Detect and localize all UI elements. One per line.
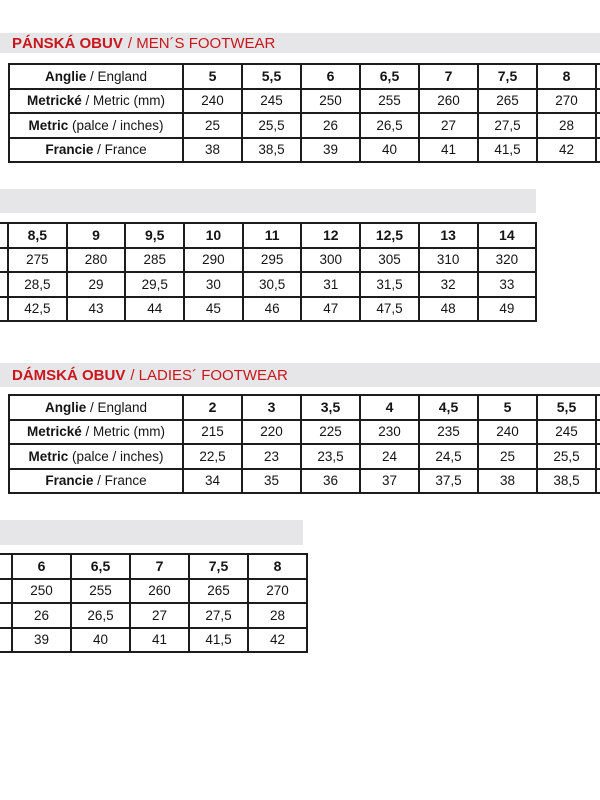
size-value-cell: 25,5 bbox=[537, 444, 596, 469]
row-label-england bbox=[9, 64, 183, 89]
table-row bbox=[0, 603, 307, 628]
size-value-cell: 32 bbox=[419, 272, 478, 297]
size-value-cell: 215 bbox=[183, 420, 242, 445]
table-row bbox=[9, 138, 600, 163]
size-value-cell: 37,5 bbox=[419, 469, 478, 494]
size-value-cell: 42 bbox=[537, 138, 596, 163]
size-value-cell: 47,5 bbox=[360, 297, 419, 322]
table-row bbox=[9, 395, 600, 420]
size-value-cell: 38 bbox=[183, 138, 242, 163]
cut-off-column-cell bbox=[596, 469, 600, 494]
size-value-cell: 240 bbox=[478, 420, 537, 445]
size-col-header: 6 bbox=[301, 64, 360, 89]
size-value-cell: 23 bbox=[242, 444, 301, 469]
table-row bbox=[0, 248, 536, 273]
size-value-cell: 320 bbox=[478, 248, 537, 273]
size-value-cell: 44 bbox=[125, 297, 184, 322]
size-col-header: 7 bbox=[130, 554, 189, 579]
size-value-cell: 255 bbox=[360, 89, 419, 114]
cut-off-column-cell bbox=[0, 554, 12, 579]
size-value-cell: 47 bbox=[301, 297, 360, 322]
size-value-cell: 26,5 bbox=[71, 603, 130, 628]
size-value-cell: 40 bbox=[360, 138, 419, 163]
size-col-header: 10 bbox=[184, 223, 243, 248]
size-value-cell: 35 bbox=[242, 469, 301, 494]
row-label-bold: Metric bbox=[28, 117, 69, 133]
size-value-cell: 43 bbox=[67, 297, 126, 322]
cut-off-column-cell bbox=[596, 138, 600, 163]
row-label-rest: / England bbox=[86, 399, 148, 415]
size-col-header: 7,5 bbox=[189, 554, 248, 579]
cut-off-column-cell bbox=[596, 64, 600, 89]
size-value-cell: 39 bbox=[301, 138, 360, 163]
row-label-rest: (palce / inches) bbox=[68, 117, 164, 133]
table-row bbox=[0, 297, 536, 322]
size-value-cell: 41 bbox=[130, 628, 189, 653]
size-col-header: 4,5 bbox=[419, 395, 478, 420]
cut-off-column-cell bbox=[596, 113, 600, 138]
size-value-cell: 38,5 bbox=[242, 138, 301, 163]
size-value-cell: 24,5 bbox=[419, 444, 478, 469]
size-value-cell: 245 bbox=[242, 89, 301, 114]
size-value-cell: 220 bbox=[242, 420, 301, 445]
size-value-cell: 38 bbox=[478, 469, 537, 494]
cut-off-column-cell bbox=[0, 603, 12, 628]
size-col-header: 9,5 bbox=[125, 223, 184, 248]
cut-off-column-cell bbox=[596, 395, 600, 420]
table-row bbox=[9, 469, 600, 494]
size-value-cell: 48 bbox=[419, 297, 478, 322]
size-value-cell: 25 bbox=[478, 444, 537, 469]
row-label-france bbox=[9, 138, 183, 163]
cut-off-column-cell bbox=[596, 89, 600, 114]
mens-size-table-2 bbox=[0, 222, 537, 322]
cut-off-column-cell bbox=[0, 297, 8, 322]
table-row bbox=[0, 579, 307, 604]
size-value-cell: 29 bbox=[67, 272, 126, 297]
row-label-metric-mm bbox=[9, 89, 183, 114]
size-col-header: 5 bbox=[183, 64, 242, 89]
row-label-rest: (palce / inches) bbox=[68, 448, 164, 464]
size-value-cell: 27 bbox=[130, 603, 189, 628]
size-col-header: 12,5 bbox=[360, 223, 419, 248]
row-label-rest: / England bbox=[86, 68, 148, 84]
table-row bbox=[0, 223, 536, 248]
size-col-header: 3,5 bbox=[301, 395, 360, 420]
size-value-cell: 270 bbox=[248, 579, 307, 604]
size-value-cell: 26,5 bbox=[360, 113, 419, 138]
size-value-cell: 24 bbox=[360, 444, 419, 469]
size-value-cell: 49 bbox=[478, 297, 537, 322]
size-col-header: 2 bbox=[183, 395, 242, 420]
size-col-header: 5,5 bbox=[242, 64, 301, 89]
table-row bbox=[0, 554, 307, 579]
row-label-france bbox=[9, 469, 183, 494]
size-value-cell: 285 bbox=[125, 248, 184, 273]
size-col-header: 8 bbox=[537, 64, 596, 89]
size-col-header: 6 bbox=[12, 554, 71, 579]
cut-off-column-cell bbox=[0, 579, 12, 604]
cut-off-column-cell bbox=[596, 420, 600, 445]
cut-off-column-cell bbox=[596, 444, 600, 469]
size-col-header: 7,5 bbox=[478, 64, 537, 89]
size-value-cell: 42,5 bbox=[8, 297, 67, 322]
row-label-rest: / Metric (mm) bbox=[81, 93, 166, 109]
size-col-header: 12 bbox=[301, 223, 360, 248]
size-col-header: 5,5 bbox=[537, 395, 596, 420]
size-value-cell: 27 bbox=[419, 113, 478, 138]
mens-size-table-2-wrapper bbox=[0, 222, 537, 334]
mens-section-header-band bbox=[0, 33, 600, 53]
ladies-size-table-1-wrapper bbox=[8, 394, 600, 506]
row-label-inches bbox=[9, 113, 183, 138]
table-row bbox=[9, 89, 600, 114]
size-value-cell: 295 bbox=[243, 248, 302, 273]
size-value-cell: 41 bbox=[419, 138, 478, 163]
size-value-cell: 29,5 bbox=[125, 272, 184, 297]
size-col-header: 3 bbox=[242, 395, 301, 420]
size-value-cell: 27,5 bbox=[478, 113, 537, 138]
size-value-cell: 25 bbox=[183, 113, 242, 138]
size-value-cell: 275 bbox=[8, 248, 67, 273]
size-value-cell: 31 bbox=[301, 272, 360, 297]
row-label-metric-mm bbox=[9, 420, 183, 445]
size-value-cell: 240 bbox=[183, 89, 242, 114]
size-col-header: 9 bbox=[67, 223, 126, 248]
mens-size-table-1-wrapper bbox=[8, 63, 600, 175]
size-value-cell: 38,5 bbox=[537, 469, 596, 494]
size-value-cell: 31,5 bbox=[360, 272, 419, 297]
size-value-cell: 41,5 bbox=[478, 138, 537, 163]
cut-off-column-cell bbox=[0, 223, 8, 248]
row-label-inches bbox=[9, 444, 183, 469]
size-value-cell: 28 bbox=[537, 113, 596, 138]
size-col-header: 8 bbox=[248, 554, 307, 579]
row-label-bold: Anglie bbox=[44, 399, 87, 415]
row-label-bold: Metric bbox=[28, 448, 69, 464]
size-col-header: 4 bbox=[360, 395, 419, 420]
row-label-bold: Metrické bbox=[26, 93, 82, 109]
size-value-cell: 265 bbox=[189, 579, 248, 604]
size-value-cell: 45 bbox=[184, 297, 243, 322]
row-label-bold: Anglie bbox=[44, 68, 87, 84]
row-label-england bbox=[9, 395, 183, 420]
size-value-cell: 26 bbox=[12, 603, 71, 628]
size-value-cell: 225 bbox=[301, 420, 360, 445]
size-value-cell: 30,5 bbox=[243, 272, 302, 297]
size-col-header: 7 bbox=[419, 64, 478, 89]
size-col-header: 8,5 bbox=[8, 223, 67, 248]
size-value-cell: 305 bbox=[360, 248, 419, 273]
size-value-cell: 40 bbox=[71, 628, 130, 653]
ladies-title-english: / LADIES´ FOOTWEAR bbox=[130, 366, 288, 384]
size-value-cell: 280 bbox=[67, 248, 126, 273]
size-value-cell: 27,5 bbox=[189, 603, 248, 628]
size-value-cell: 34 bbox=[183, 469, 242, 494]
row-label-rest: / Metric (mm) bbox=[81, 424, 166, 440]
table-row bbox=[9, 64, 600, 89]
size-value-cell: 260 bbox=[419, 89, 478, 114]
size-value-cell: 25,5 bbox=[242, 113, 301, 138]
size-value-cell: 41,5 bbox=[189, 628, 248, 653]
size-value-cell: 23,5 bbox=[301, 444, 360, 469]
row-label-bold: Francie bbox=[45, 142, 94, 158]
size-value-cell: 260 bbox=[130, 579, 189, 604]
ladies-size-table-2-wrapper bbox=[0, 553, 308, 665]
size-value-cell: 37 bbox=[360, 469, 419, 494]
size-value-cell: 265 bbox=[478, 89, 537, 114]
ladies-section-header-band bbox=[0, 363, 600, 387]
size-col-header: 14 bbox=[478, 223, 537, 248]
size-value-cell: 245 bbox=[537, 420, 596, 445]
table-row bbox=[0, 272, 536, 297]
size-col-header: 5 bbox=[478, 395, 537, 420]
size-value-cell: 46 bbox=[243, 297, 302, 322]
mens-continuation-band bbox=[0, 189, 536, 213]
size-value-cell: 30 bbox=[184, 272, 243, 297]
size-value-cell: 250 bbox=[12, 579, 71, 604]
size-value-cell: 235 bbox=[419, 420, 478, 445]
size-value-cell: 39 bbox=[12, 628, 71, 653]
size-value-cell: 22,5 bbox=[183, 444, 242, 469]
size-col-header: 6,5 bbox=[71, 554, 130, 579]
ladies-title-czech: DÁMSKÁ OBUV bbox=[12, 366, 126, 384]
mens-size-table-1 bbox=[8, 63, 600, 163]
ladies-size-table-2 bbox=[0, 553, 308, 653]
ladies-continuation-band bbox=[0, 520, 303, 545]
row-label-bold: Metrické bbox=[26, 424, 82, 440]
size-value-cell: 310 bbox=[419, 248, 478, 273]
size-col-header: 13 bbox=[419, 223, 478, 248]
cut-off-column-cell bbox=[0, 248, 8, 273]
mens-title-czech: PÁNSKÁ OBUV bbox=[12, 34, 123, 52]
size-col-header: 11 bbox=[243, 223, 302, 248]
row-label-rest: / France bbox=[93, 142, 147, 158]
mens-title-english: / MEN´S FOOTWEAR bbox=[127, 34, 276, 52]
cut-off-column-cell bbox=[0, 272, 8, 297]
size-value-cell: 300 bbox=[301, 248, 360, 273]
size-value-cell: 26 bbox=[301, 113, 360, 138]
row-label-bold: Francie bbox=[45, 473, 94, 489]
size-value-cell: 230 bbox=[360, 420, 419, 445]
table-row bbox=[0, 628, 307, 653]
cut-off-column-cell bbox=[0, 628, 12, 653]
size-value-cell: 33 bbox=[478, 272, 537, 297]
size-col-header: 6,5 bbox=[360, 64, 419, 89]
size-value-cell: 255 bbox=[71, 579, 130, 604]
size-value-cell: 28,5 bbox=[8, 272, 67, 297]
table-row bbox=[9, 113, 600, 138]
table-row bbox=[9, 420, 600, 445]
row-label-rest: / France bbox=[93, 473, 147, 489]
size-value-cell: 28 bbox=[248, 603, 307, 628]
ladies-size-table-1 bbox=[8, 394, 600, 494]
size-value-cell: 42 bbox=[248, 628, 307, 653]
size-value-cell: 250 bbox=[301, 89, 360, 114]
table-row bbox=[9, 444, 600, 469]
size-value-cell: 290 bbox=[184, 248, 243, 273]
size-value-cell: 36 bbox=[301, 469, 360, 494]
size-value-cell: 270 bbox=[537, 89, 596, 114]
